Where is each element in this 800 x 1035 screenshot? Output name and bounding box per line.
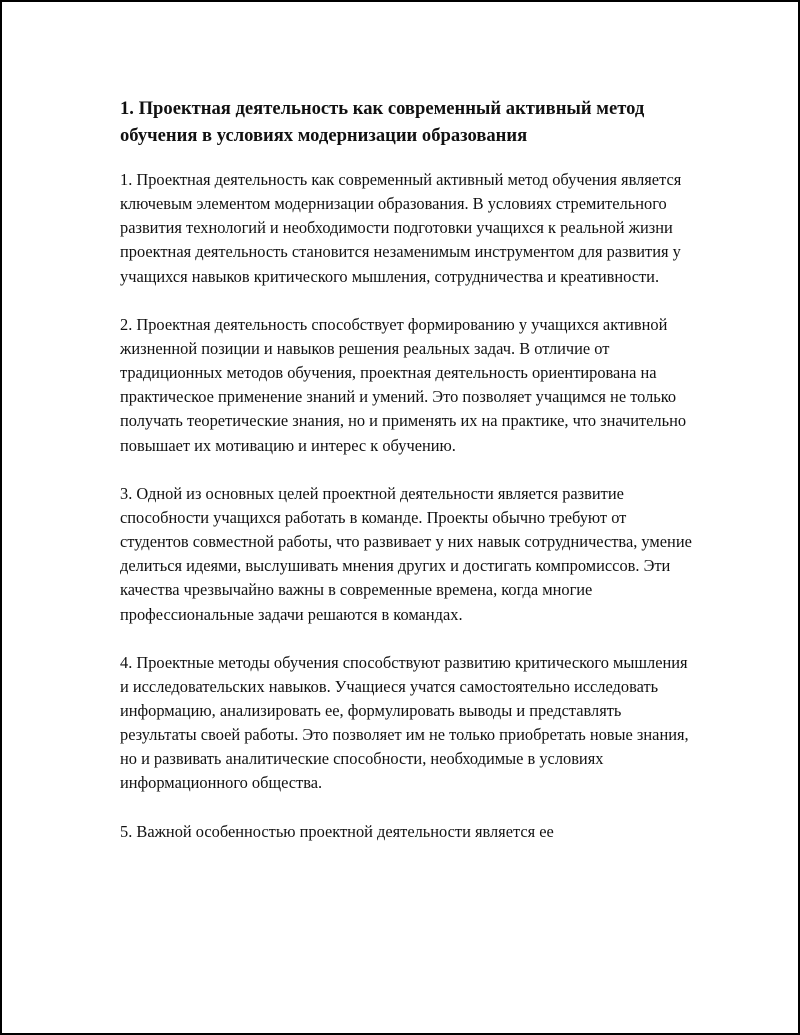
paragraph-1: 1. Проектная деятельность как современный активный метод обучения является ключевым элементом модернизации образования. В условиях стремительного развития технологий и необходимости подготовки учащихся к реальной жизни проектная деятельность становится незаменимым инструментом для развития у учащихся навыков критического мышления, сотрудничества и креативности. <box>120 170 682 286</box>
paragraph-3: 3. Одной из основных целей проектной деятельности является развитие способности учащихся работать в команде. Проекты обычно требуют от студентов совместной работы, что развивает у них навык сотрудничества, умение делиться идеями, выслушивать мнения других и достигать компромиссов. Эти качества чрезвычайно важны в современные времена, когда многие профессиональные задачи решаются в командах. <box>120 483 692 624</box>
document-title: 1. Проектная деятельность как современный активный метод обучения в условиях модернизации образования <box>120 98 645 146</box>
paragraph-5: 5. Важной особенностью проектной деятельности является ее <box>120 821 554 841</box>
paragraph-4: 4. Проектные методы обучения способствуют развитию критического мышления и исследовательских навыков. Учащиеся учатся самостоятельно исследовать информацию, анализировать ее, формулировать выводы и представлять результаты своей работы. Это позволяет им не только приобретать новые знания, но и развивать аналитические способности, необходимые в условиях информационного общества. <box>120 652 689 793</box>
document-body <box>120 95 692 868</box>
paragraph-2: 2. Проектная деятельность способствует формированию у учащихся активной жизненной позиции и навыков решения реальных задач. В отличие от традиционных методов обучения, проектная деятельность ориентирована на практическое применение знаний и умений. Это позволяет учащимся не только получать теоретические знания, но и применять их на практике, что значительно повышает их мотивацию и интерес к обучению. <box>120 314 687 455</box>
